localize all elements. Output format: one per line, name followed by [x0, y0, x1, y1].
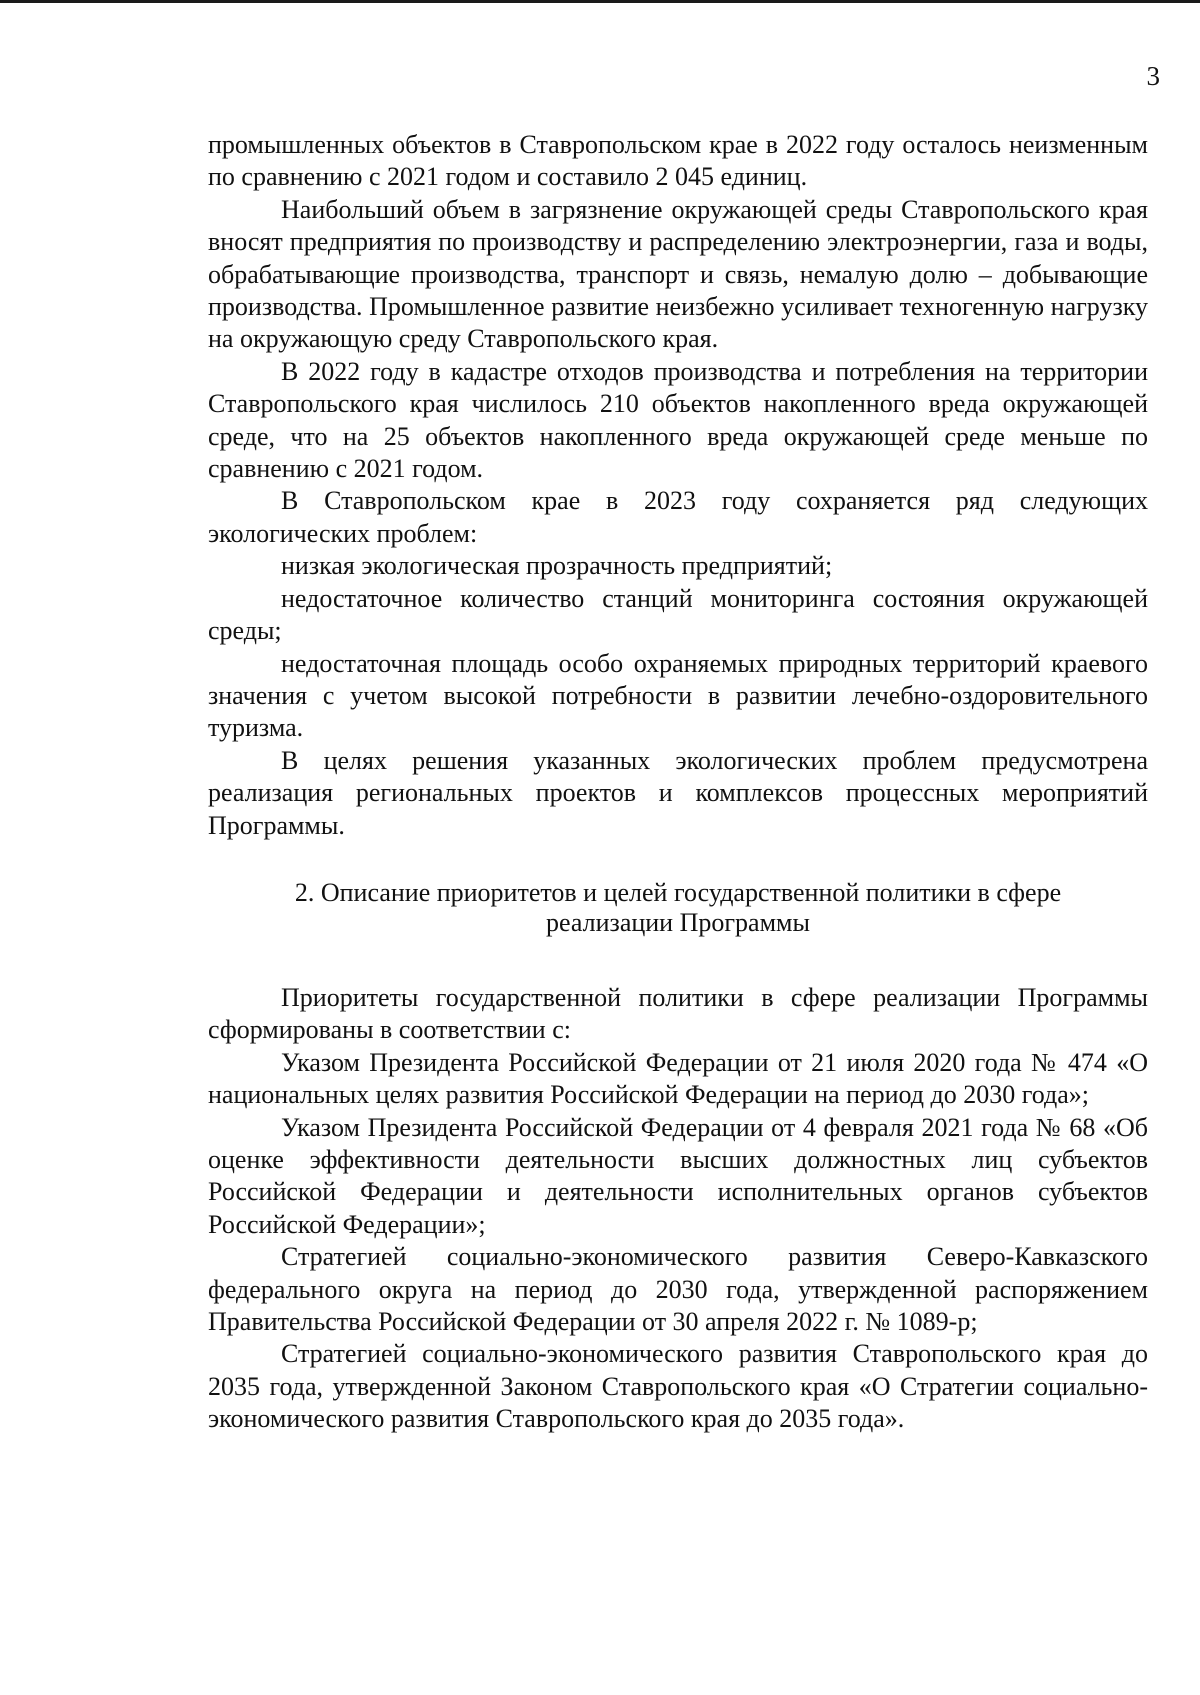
paragraph-solutions: В целях решения указанных экологических проблем предусмотрена реализация региональных проектов и комплексов процессных мероприятий Программы.	[208, 745, 1148, 840]
list-item-monitoring-stations: недостаточное количество станций мониторинга состояния окружающей среды;	[208, 583, 1148, 646]
list-item-decree-68: Указом Президента Российской Федерации от 4 февраля 2021 года № 68 «Об оценке эффективности деятельности высших должностных лиц субъектов Российской Федерации и деятельности исполнительных органов субъектов Российской Федерации»;	[208, 1112, 1148, 1239]
list-item-stavropol-strategy: Стратегией социально-экономического развития Ставропольского края до 2035 года, утвержденной Законом Ставропольского края «О Стратегии социально-экономического развития Ставропольского края до 2035 года».	[208, 1339, 1148, 1434]
paragraph-pollution-sources: Наибольший объем в загрязнение окружающей среды Ставропольского края вносят предприятия по производству и распределению электроэнергии, газа и воды, обрабатывающие производства, транспорт и связь, немалую долю – добывающие производства. Промышленное развитие неизбежно усиливает техногенную нагрузку на окружающую среду Ставропольского края.	[208, 194, 1148, 354]
paragraph-problems-intro: В Ставропольском крае в 2023 году сохраняется ряд следующих экологических проблем:	[208, 486, 1148, 548]
paragraph-waste-cadastre: В 2022 году в кадастре отходов производства и потребления на территории Ставропольского края числилось 210 объектов накопленного вреда окружающей среде, что на 25 объектов накопленного вреда окружающей среде меньше по сравнению с 2021 годом.	[208, 356, 1148, 484]
paragraph-continuation: промышленных объектов в Ставропольском крае в 2022 году осталось неизменным по сравнению с 2021 годом и составило 2 045 единиц.	[208, 130, 1148, 192]
list-item-north-caucasus-strategy: Стратегией социально-экономического развития Северо-Кавказского федерального округа на период до 2030 года, утвержденной распоряжением Правительства Российской Федерации от 30 апреля 2022 г. № 1089-р;	[208, 1242, 1148, 1336]
paragraph-priorities-intro: Приоритеты государственной политики в сфере реализации Программы сформированы в соответствии с:	[208, 982, 1148, 1045]
section-heading	[208, 878, 1148, 938]
list-item-protected-areas: недостаточная площадь особо охраняемых природных территорий краевого значения с учетом высокой потребности в развитии лечебно-оздоровительного туризма.	[208, 648, 1148, 743]
section-heading-line-2: реализации Программы	[546, 907, 810, 937]
list-item-transparency: низкая экологическая прозрачность предприятий;	[281, 551, 833, 581]
page-top-edge-rule	[0, 0, 1200, 3]
section-heading-line-1: 2. Описание приоритетов и целей государственной политики в сфере	[294, 877, 1062, 907]
list-item-decree-474: Указом Президента Российской Федерации от 21 июля 2020 года № 474 «О национальных целях развития Российской Федерации на период до 2030 года»;	[208, 1047, 1148, 1110]
document-body	[208, 129, 1148, 1436]
page-number: 3	[1146, 61, 1160, 91]
